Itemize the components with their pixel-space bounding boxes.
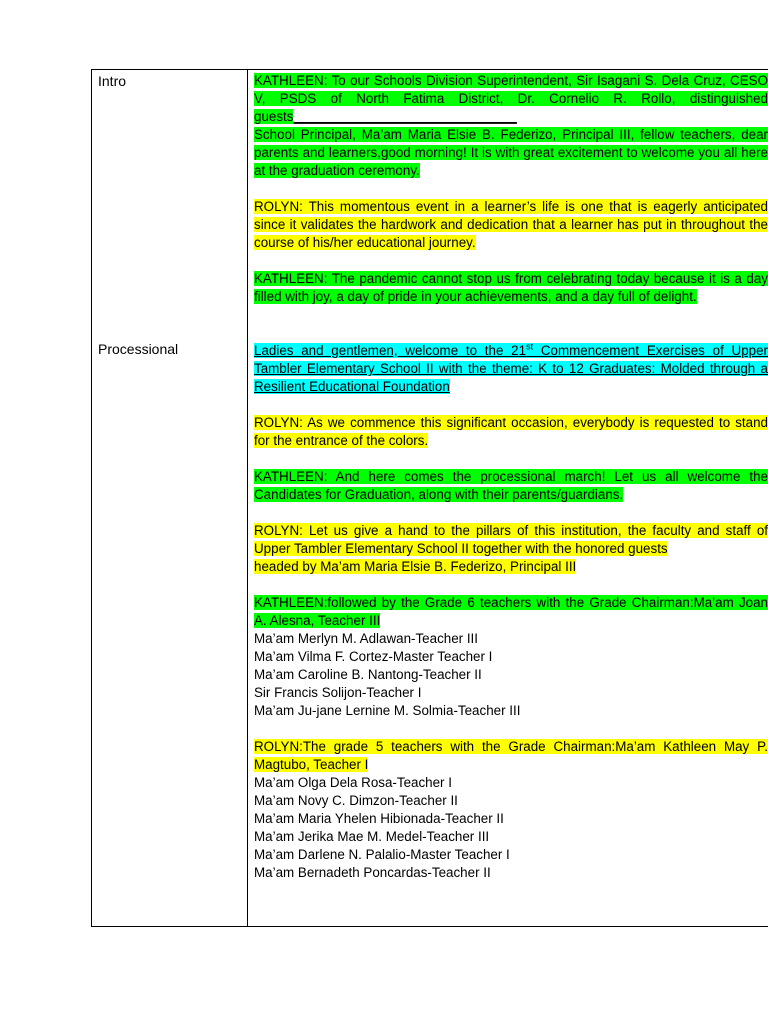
kathleen-processional-text: KATHLEEN: And here comes the processional march! Let us all welcome the Candidates for Graduation, along with their parents/guardians.	[254, 469, 768, 502]
column-divider	[247, 70, 248, 926]
kathleen-pandemic-text: KATHLEEN: The pandemic cannot stop us from celebrating today because it is a day filled with joy, a day of pride in your achievements, and a day full of delight.	[254, 271, 768, 304]
teacher-name: Ma’am Maria Yhelen Hibionada-Teacher II	[254, 811, 504, 826]
paragraph-kathleen-welcome	[254, 72, 768, 180]
paragraph-kathleen-pandemic	[254, 270, 768, 306]
paragraph-grade6	[254, 594, 768, 720]
paragraph-rolyn-colors	[254, 414, 768, 450]
blank-line: ______________________________	[293, 109, 517, 124]
script-content	[254, 72, 768, 882]
teacher-name: Sir Francis Solijon-Teacher I	[254, 685, 422, 700]
paragraph-grade5	[254, 738, 768, 882]
teacher-name: Ma’am Jerika Mae M. Medel-Teacher III	[254, 829, 490, 844]
paragraph-rolyn-momentous	[254, 198, 768, 252]
paragraph-kathleen-processional	[254, 468, 768, 504]
kathleen-welcome-text: KATHLEEN: To our Schools Division Superintendent, Sir Isagani S. Dela Cruz, CESO V, PSDS of North Fatima District, Dr. Cornelio R. Rollo, distinguished guests	[254, 73, 768, 124]
kathleen-welcome-text-2: School Principal, Ma’am Maria Elsie B. Federizo, Principal III, fellow teachers, dear parents and learners,good morning! It is with great excitement to welcome you all here at the graduation ceremony.	[254, 127, 768, 178]
commencement-text-a: Ladies and gentlemen, welcome to the 21	[254, 343, 527, 358]
row-label-processional: Processional	[98, 341, 179, 357]
teacher-name: Ma’am Darlene N. Palalio-Master Teacher I	[254, 847, 510, 862]
program-table	[91, 69, 768, 927]
teacher-name: Ma’am Merlyn M. Adlawan-Teacher III	[254, 631, 478, 646]
grade6-heading: KATHLEEN:followed by the Grade 6 teachers with the Grade Chairman:Ma’am Joan A. Alesna, Teacher III	[254, 595, 768, 628]
ordinal-suffix: st	[526, 341, 534, 352]
teacher-name: Ma’am Vilma F. Cortez-Master Teacher I	[254, 649, 493, 664]
teacher-name: Ma’am Caroline B. Nantong-Teacher II	[254, 667, 482, 682]
grade5-heading: ROLYN:The grade 5 teachers with the Grade Chairman:Ma’am Kathleen May P. Magtubo, Teacher I	[254, 739, 768, 772]
paragraph-rolyn-pillars	[254, 522, 768, 576]
paragraph-commencement	[254, 342, 768, 396]
row-label-intro: Intro	[98, 73, 127, 89]
teacher-name: Ma’am Ju-jane Lernine M. Solmia-Teacher III	[254, 703, 521, 718]
rolyn-momentous-text: ROLYN: This momentous event in a learner’s life is one that is eagerly anticipated since it validates the hardwork and dedication that a learner has put in throughout the course of his/her educational journey.	[254, 199, 768, 250]
commencement-text-b: Commencement Exercises of Upper Tambler Elementary School II with the theme: K to 12 Graduates: Molded through a Resilient Educational Foundation	[254, 343, 768, 394]
rolyn-pillars-text-2: headed by Ma’am Maria Elsie B. Federizo, Principal III	[254, 559, 577, 574]
teacher-name: Ma’am Novy C. Dimzon-Teacher II	[254, 793, 458, 808]
teacher-name: Ma’am Bernadeth Poncardas-Teacher II	[254, 865, 491, 880]
rolyn-pillars-text: ROLYN: Let us give a hand to the pillars of this institution, the faculty and staff of Upper Tambler Elementary School II together with the honored guests	[254, 523, 768, 556]
teacher-name: Ma’am Olga Dela Rosa-Teacher I	[254, 775, 452, 790]
rolyn-colors-text: ROLYN: As we commence this significant occasion, everybody is requested to stand for the entrance of the colors.	[254, 415, 768, 448]
commencement-text	[254, 343, 768, 394]
